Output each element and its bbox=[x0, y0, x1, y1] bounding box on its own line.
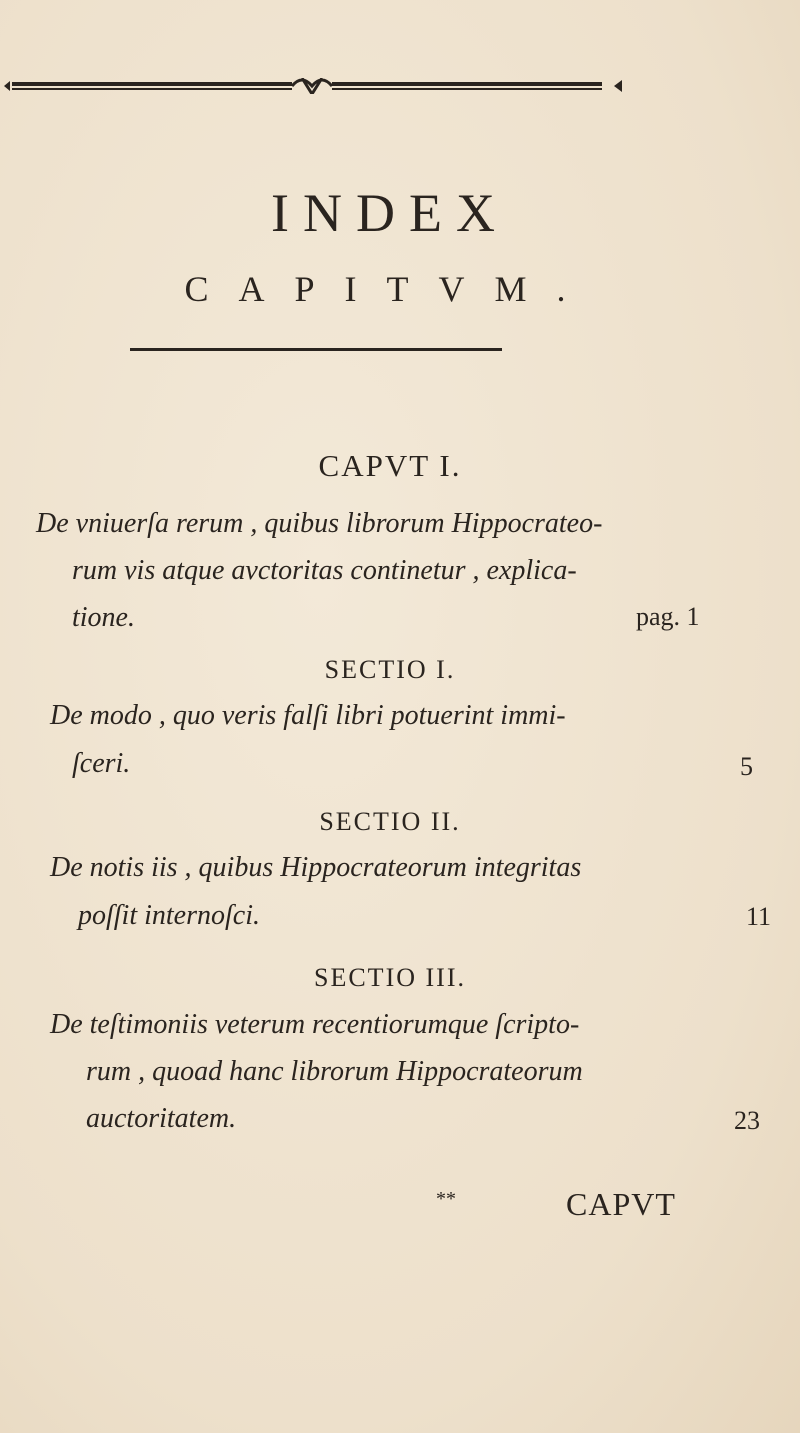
page-number: 23 bbox=[734, 1106, 760, 1135]
entry-line: rum , quoad hanc librorum Hippocrateorum bbox=[86, 1056, 583, 1087]
divider-rule bbox=[130, 348, 502, 351]
catchword: CAPVT bbox=[566, 1186, 676, 1222]
ornamental-headpiece bbox=[2, 78, 624, 94]
page-number: 5 bbox=[740, 752, 753, 781]
section-heading: SECTIO I. bbox=[324, 655, 456, 684]
entry-line: De teſtimoniis veterum recentiorumque ſcripto- bbox=[50, 1009, 580, 1040]
entry-line: rum vis atque avctoritas continetur , explica- bbox=[72, 555, 577, 586]
entry-line: De vniuerſa rerum , quibus librorum Hippocrateo- bbox=[36, 508, 603, 539]
entry-line: ſceri. bbox=[72, 748, 131, 779]
entry-line: poſſit internoſci. bbox=[78, 900, 260, 931]
section-heading: SECTIO II. bbox=[319, 807, 461, 836]
page-title: INDEX bbox=[271, 183, 509, 243]
page-number: 11 bbox=[746, 902, 772, 931]
section-heading: SECTIO III. bbox=[314, 963, 466, 992]
entry-line: tione. bbox=[72, 602, 135, 633]
entry-line: De modo , quo veris falſi libri potuerint immi- bbox=[50, 700, 566, 731]
chapter-heading: CAPVT I. bbox=[318, 448, 462, 483]
page-subtitle: CAPITVM. bbox=[184, 269, 596, 309]
entry-line: auctoritatem. bbox=[86, 1103, 237, 1134]
signature-mark: ** bbox=[436, 1188, 456, 1210]
entry-line: De notis iis , quibus Hippocrateorum integritas bbox=[50, 852, 582, 883]
page-number: pag. 1 bbox=[636, 602, 700, 631]
